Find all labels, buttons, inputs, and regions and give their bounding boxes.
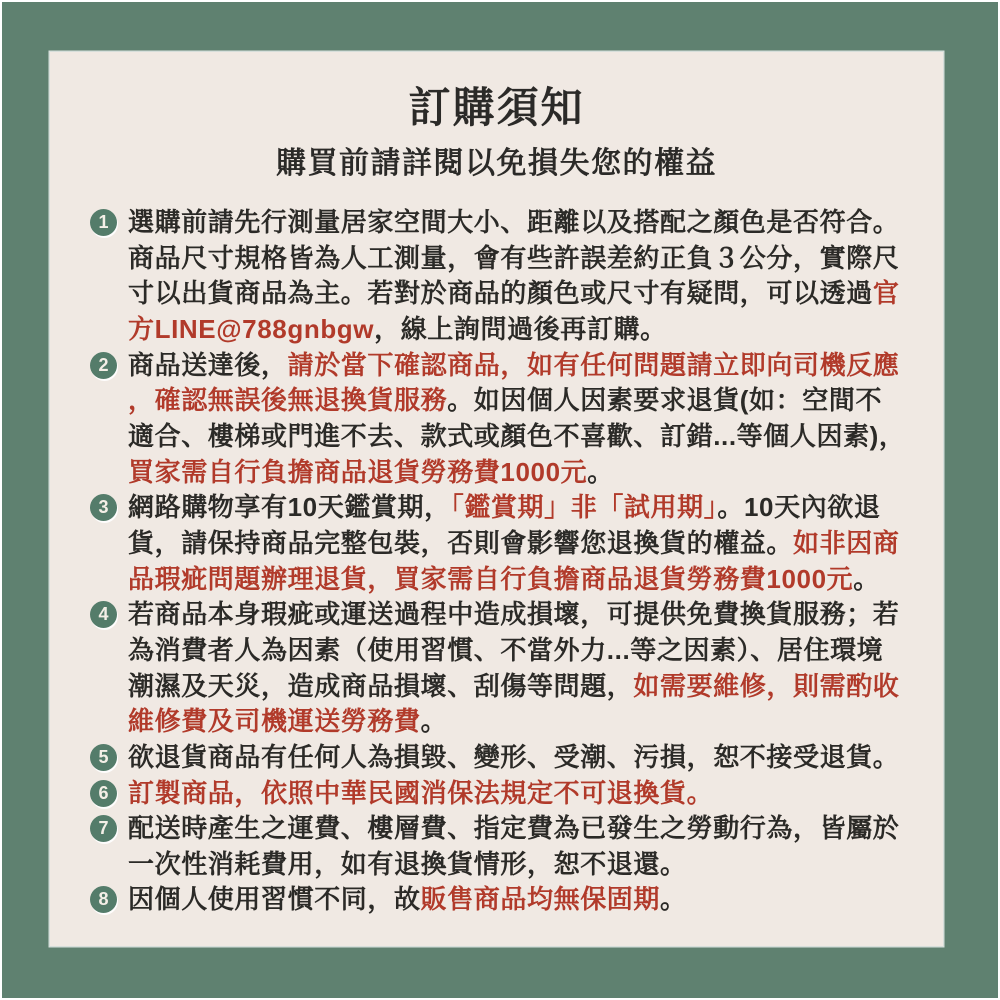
item-text-segment: 若商品本身瑕疵或運送過程中造成損壞，可提供免費換貨服務；若為消費者人為因素（使用習慣、不當外力...等之因素）、居住環境潮濕及天災，造成商品損壞、刮傷等問題， xyxy=(128,599,900,701)
item-number-badge: 5 xyxy=(90,744,117,771)
item-text-segment: 。 xyxy=(587,456,614,487)
item-text xyxy=(128,205,907,348)
item-text-segment: 。10天內欲退貨，請保持商品完整包裝，否則會影響您退換貨的權益。 xyxy=(128,492,881,558)
page-title: 訂購須知 xyxy=(408,84,585,131)
item-text xyxy=(128,740,907,776)
item-text-segment: 因個人使用習慣不同，故 xyxy=(128,884,421,915)
item-text-segment: 訂製商品，依照中華民國消保法規定不可退換貨。 xyxy=(128,777,714,808)
item-text-segment: 官方LINE@788gnbgw xyxy=(128,278,900,344)
item-number-badge: 1 xyxy=(90,209,117,236)
item-number-badge: 4 xyxy=(90,601,117,628)
item-text xyxy=(128,348,907,491)
item-text xyxy=(128,776,907,812)
list-item xyxy=(90,882,907,918)
item-number-badge: 2 xyxy=(90,352,117,379)
item-text xyxy=(128,811,907,882)
list-item xyxy=(90,776,907,812)
item-text-segment: 。 xyxy=(853,563,880,594)
item-text-segment: 如非因商品瑕疵問題辦理退貨，買家需自行負擔商品退貨勞務費1000元 xyxy=(128,527,900,594)
item-number-badge: 6 xyxy=(90,780,117,807)
list-item xyxy=(90,205,907,348)
item-text-segment: 買家需自行負擔商品退貨勞務費1000元 xyxy=(128,456,588,487)
item-text-segment: 「鑑賞期」非「試用期」 xyxy=(450,492,718,523)
list-item xyxy=(90,348,907,491)
item-number-badge: 3 xyxy=(90,494,117,521)
list-item xyxy=(90,597,907,740)
item-text-segment: 販售商品均無保固期 xyxy=(420,884,661,915)
item-text-segment: 。 xyxy=(660,884,687,915)
item-text-segment: 配送時產生之運費、樓層費、指定費為已發生之勞動行為，皆屬於一次性消耗費用，如有退換貨情形，恕不退還。 xyxy=(128,813,900,879)
item-number-badge: 7 xyxy=(90,815,117,842)
notice-card xyxy=(50,52,943,946)
item-text-segment: 請於當下確認商品，如有任何問題請立即向司機反應，確認無誤後無退換貨服務 xyxy=(128,349,900,416)
list-item xyxy=(90,740,907,776)
item-text-segment: 如需要維修，則需酌收維修費及司機運送勞務費 xyxy=(128,670,900,737)
page-subtitle: 購買前請詳閱以免損失您的權益 xyxy=(276,147,717,180)
item-text xyxy=(128,882,907,918)
notice-list xyxy=(50,205,943,918)
item-text-segment: 選購前請先行測量居家空間大小、距離以及搭配之顏色是否符合。商品尺寸規格皆為人工測量，會有些許誤差約正負３公分，實際尺寸以出貨商品為主。若對於商品的顏色或尺寸有疑問，可以透過 xyxy=(128,207,900,309)
item-text-segment: 。如因個人因素要求退貨(如：空間不適合、樓梯或門進不去、款式或顏色不喜歡、訂錯...等個人因素)， xyxy=(128,385,906,451)
item-text-segment: 欲退貨商品有任何人為損毀、變形、受潮、污損，恕不接受退貨。 xyxy=(128,741,900,772)
item-text xyxy=(128,597,907,740)
list-item xyxy=(90,811,907,882)
item-text-segment: 網路購物享有10天鑑賞期， xyxy=(128,492,451,523)
item-text-segment: 。 xyxy=(420,706,448,737)
item-number-badge: 8 xyxy=(90,886,117,913)
item-text-segment: ，線上詢問過後再訂購。 xyxy=(374,313,667,344)
item-text-segment: 商品送達後， xyxy=(128,349,288,380)
item-text xyxy=(128,490,907,597)
list-item xyxy=(90,490,907,597)
